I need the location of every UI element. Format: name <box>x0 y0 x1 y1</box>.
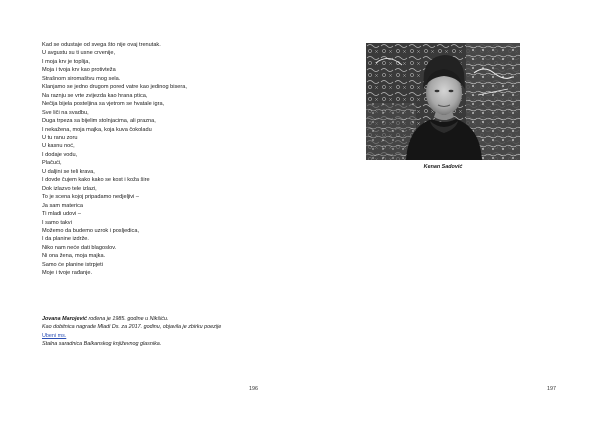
poem-line: To je scena kojoj pripadamo nedjeljivi – <box>42 194 140 201</box>
poem-line: I moja krv je toplija, <box>42 58 90 65</box>
poem-text <box>42 41 272 278</box>
bio-line-1 <box>42 315 282 323</box>
poem-line: I nekažena, moja majka, koja kuva čokoladu <box>42 126 152 133</box>
poem-line: U daljini se teli krava, <box>42 168 95 175</box>
poem-line: Kad se odustaje od svega što nije ovaj trenutak. <box>42 42 161 48</box>
poem-line: Nečija bijela posteljina sa vjetrom se hvatale igra, <box>42 101 165 108</box>
poem-line: Moja i tvoja krv kao protivteža <box>42 67 116 74</box>
poem-line: U avgustu su ti usne crvenije, <box>42 50 116 57</box>
poem-line: I dodaje vodu, <box>42 151 78 158</box>
bio-line-3 <box>42 332 282 340</box>
bio-birth-text: rođena je 1985. godine u Nikšiću. <box>86 316 169 322</box>
poem-line: Možemo da budemo uzrok i posljedica, <box>42 227 140 234</box>
poem-line: Sve liči na svadbu, <box>42 109 89 116</box>
poem-line: Dok izlazvo tele izlazi, <box>42 185 97 192</box>
page-number: 197 <box>547 386 556 392</box>
poem-line: U tu ranu zoru <box>42 134 78 141</box>
poem-line: I dovde čujem kako kako se kost i koža šire <box>42 177 150 184</box>
poem-line: Niko nam neće dati blagoslov. <box>42 244 117 251</box>
poem-line: I samo takvi <box>42 219 72 226</box>
poem-line: Ja sam materica <box>42 202 84 209</box>
poem-line: I da planine izdrže. <box>42 236 89 243</box>
poem-line: Samo će planine istrpjeti <box>42 261 103 268</box>
poem-line: Na raznju se vrte zvijezda kao hrana ptica, <box>42 92 148 99</box>
photo-caption: Kenan Sadović <box>423 164 463 170</box>
poem-line: Ni ona žena, moja majka. <box>42 253 106 260</box>
poem-line: Ti mladi udovi – <box>42 211 81 218</box>
right-page <box>300 0 600 423</box>
author-photo <box>366 43 520 160</box>
book-title-link[interactable]: Ubeni ms. <box>42 332 67 339</box>
poem-line: Strašnom siromaštvu mog sela. <box>42 75 121 82</box>
page-number: 196 <box>249 386 258 392</box>
poem-line: U kasnu noć, <box>42 143 75 150</box>
poem-line: Plačući, <box>42 160 62 167</box>
poem-line: Duga trpeza sa bijelim stolnjacima, ali prazna, <box>42 118 156 125</box>
poem-line: Moje i tvoje rađanje. <box>42 270 93 277</box>
author-bio <box>42 315 282 349</box>
author-name: Jovana Marojević <box>42 316 87 322</box>
bio-line-2: Kao dobitnica nagrade Mladi Ds. za 2017. godinu, objavila je zbirku poezije <box>42 324 222 331</box>
poem-line: Klanjamo se jedno drugom pored vatre kao jedinog bisera, <box>42 84 187 91</box>
author-portrait-image <box>366 43 520 160</box>
bio-line-4: Stalna saradnica Balkanskog književnog glasnika. <box>42 341 162 348</box>
